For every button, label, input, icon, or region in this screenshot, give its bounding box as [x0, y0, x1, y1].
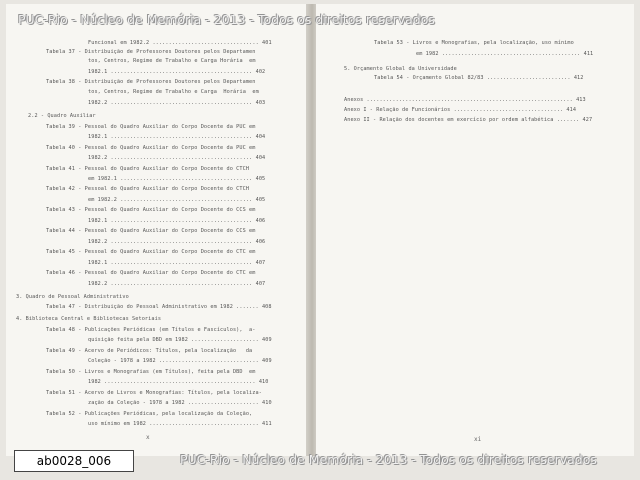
toc-line: Tabela 45 - Pessoal do Quadro Auxiliar do Corpo Docente do CTC em: [46, 249, 256, 255]
toc-line: Anexos ................................................................ 413: [344, 97, 586, 103]
toc-line: tos, Centros, Regime de Trabalho e Carga Horária em: [88, 89, 259, 95]
toc-line: 1982.1 ............................................ 407: [88, 260, 266, 266]
toc-line: 1982.2 ............................................ 406: [88, 239, 266, 245]
toc-line: Funcional em 1982.2 ................................. 401: [88, 40, 272, 46]
toc-line: Tabela 38 - Distribuição de Professores Doutores pelos Departamen: [46, 79, 256, 85]
section-heading: 4. Biblioteca Central e Bibliotecas Setoriais: [16, 316, 162, 322]
toc-line: 1982.2 ............................................ 407: [88, 281, 266, 287]
toc-line: 1982.2 ............................................ 404: [88, 155, 266, 161]
page-number-right: xi: [474, 436, 482, 443]
document-id-label: ab0028_006: [14, 450, 134, 472]
toc-line: Tabela 48 - Publicações Periódicas (em Títulos e Fascículos), a-: [46, 327, 256, 333]
toc-line: Tabela 54 - Orçamento Global 82/83 .......................... 412: [374, 75, 584, 81]
toc-line: Tabela 51 - Acervo de Livros e Monografias: Títulos, pela localiza-: [46, 390, 262, 396]
toc-line: em 1982.2 ......................................... 405: [88, 197, 266, 203]
toc-line: Tabela 43 - Pessoal do Quadro Auxiliar do Corpo Docente do CCS em: [46, 207, 256, 213]
toc-line: Tabela 41 - Pessoal do Quadro Auxiliar do Corpo Docente do CTCH: [46, 166, 250, 172]
toc-line: Anexo I - Relação de Funcionários .................................. 414: [344, 107, 577, 113]
toc-line: Tabela 42 - Pessoal do Quadro Auxiliar do Corpo Docente do CTCH: [46, 186, 250, 192]
watermark-bottom: PUC-Rio - Núcleo de Memória - 2013 - Todos os direitos reservados: [180, 452, 597, 467]
toc-line: Tabela 46 - Pessoal do Quadro Auxiliar do Corpo Docente do CTC em: [46, 270, 256, 276]
toc-line: tos, Centros, Regime de Trabalho e Carga Horária em: [88, 58, 256, 64]
toc-line: 1982.1 ............................................ 402: [88, 69, 266, 75]
toc-line: 1982 ............................................... 410: [88, 379, 269, 385]
toc-line: Tabela 53 - Livros e Monografias, pela localização, uso mínimo: [374, 40, 574, 46]
section-heading: 2.2 - Quadro Auxiliar: [28, 113, 96, 119]
toc-line: zação da Coleção - 1978 a 1982 ...................... 410: [88, 400, 272, 406]
section-heading: 3. Quadro de Pessoal Administrativo: [16, 294, 129, 300]
toc-line: Tabela 50 - Livros e Monografias (em Títulos), feita pela DBD em: [46, 369, 256, 375]
toc-line: Tabela 52 - Publicações Periódicas, pela localização da Coleção,: [46, 411, 253, 417]
toc-line: Tabela 47 - Distribuição do Pessoal Administrativo em 1982 ....... 408: [46, 304, 272, 310]
toc-line: 1982.1 ............................................ 404: [88, 134, 266, 140]
toc-line: Tabela 39 - Pessoal do Quadro Auxiliar do Corpo Docente da PUC em: [46, 124, 256, 130]
toc-line: 1982.1 ............................................ 406: [88, 218, 266, 224]
page-number-left: x: [146, 434, 150, 441]
section-heading: 5. Orçamento Global da Universidade: [344, 66, 457, 72]
toc-line: em 1982 ........................................... 411: [416, 51, 594, 57]
toc-line: Tabela 37 - Distribuição de Professores Doutores pelos Departamen: [46, 49, 256, 55]
toc-line: Tabela 44 - Pessoal do Quadro Auxiliar do Corpo Docente do CCS em: [46, 228, 256, 234]
watermark-top: PUC-Rio - Núcleo de Memória - 2013 - Todos os direitos reservados: [18, 12, 435, 27]
toc-line: uso mínimo em 1982 .................................. 411: [88, 421, 272, 427]
toc-line: em 1982.1 ......................................... 405: [88, 176, 266, 182]
toc-line: quisição feita pela DBD em 1982 ..................... 409: [88, 337, 272, 343]
toc-line: Coleção - 1978 a 1982 ............................... 409: [88, 358, 272, 364]
toc-line: 1982.2 ............................................ 403: [88, 100, 266, 106]
toc-line: Tabela 40 - Pessoal do Quadro Auxiliar do Corpo Docente da PUC em: [46, 145, 256, 151]
toc-line: Anexo II - Relação dos docentes em exercício por ordem alfabética ....... 427: [344, 117, 593, 123]
toc-line: Tabela 49 - Acervo de Periódicos: Títulos, pela localização da: [46, 348, 253, 354]
